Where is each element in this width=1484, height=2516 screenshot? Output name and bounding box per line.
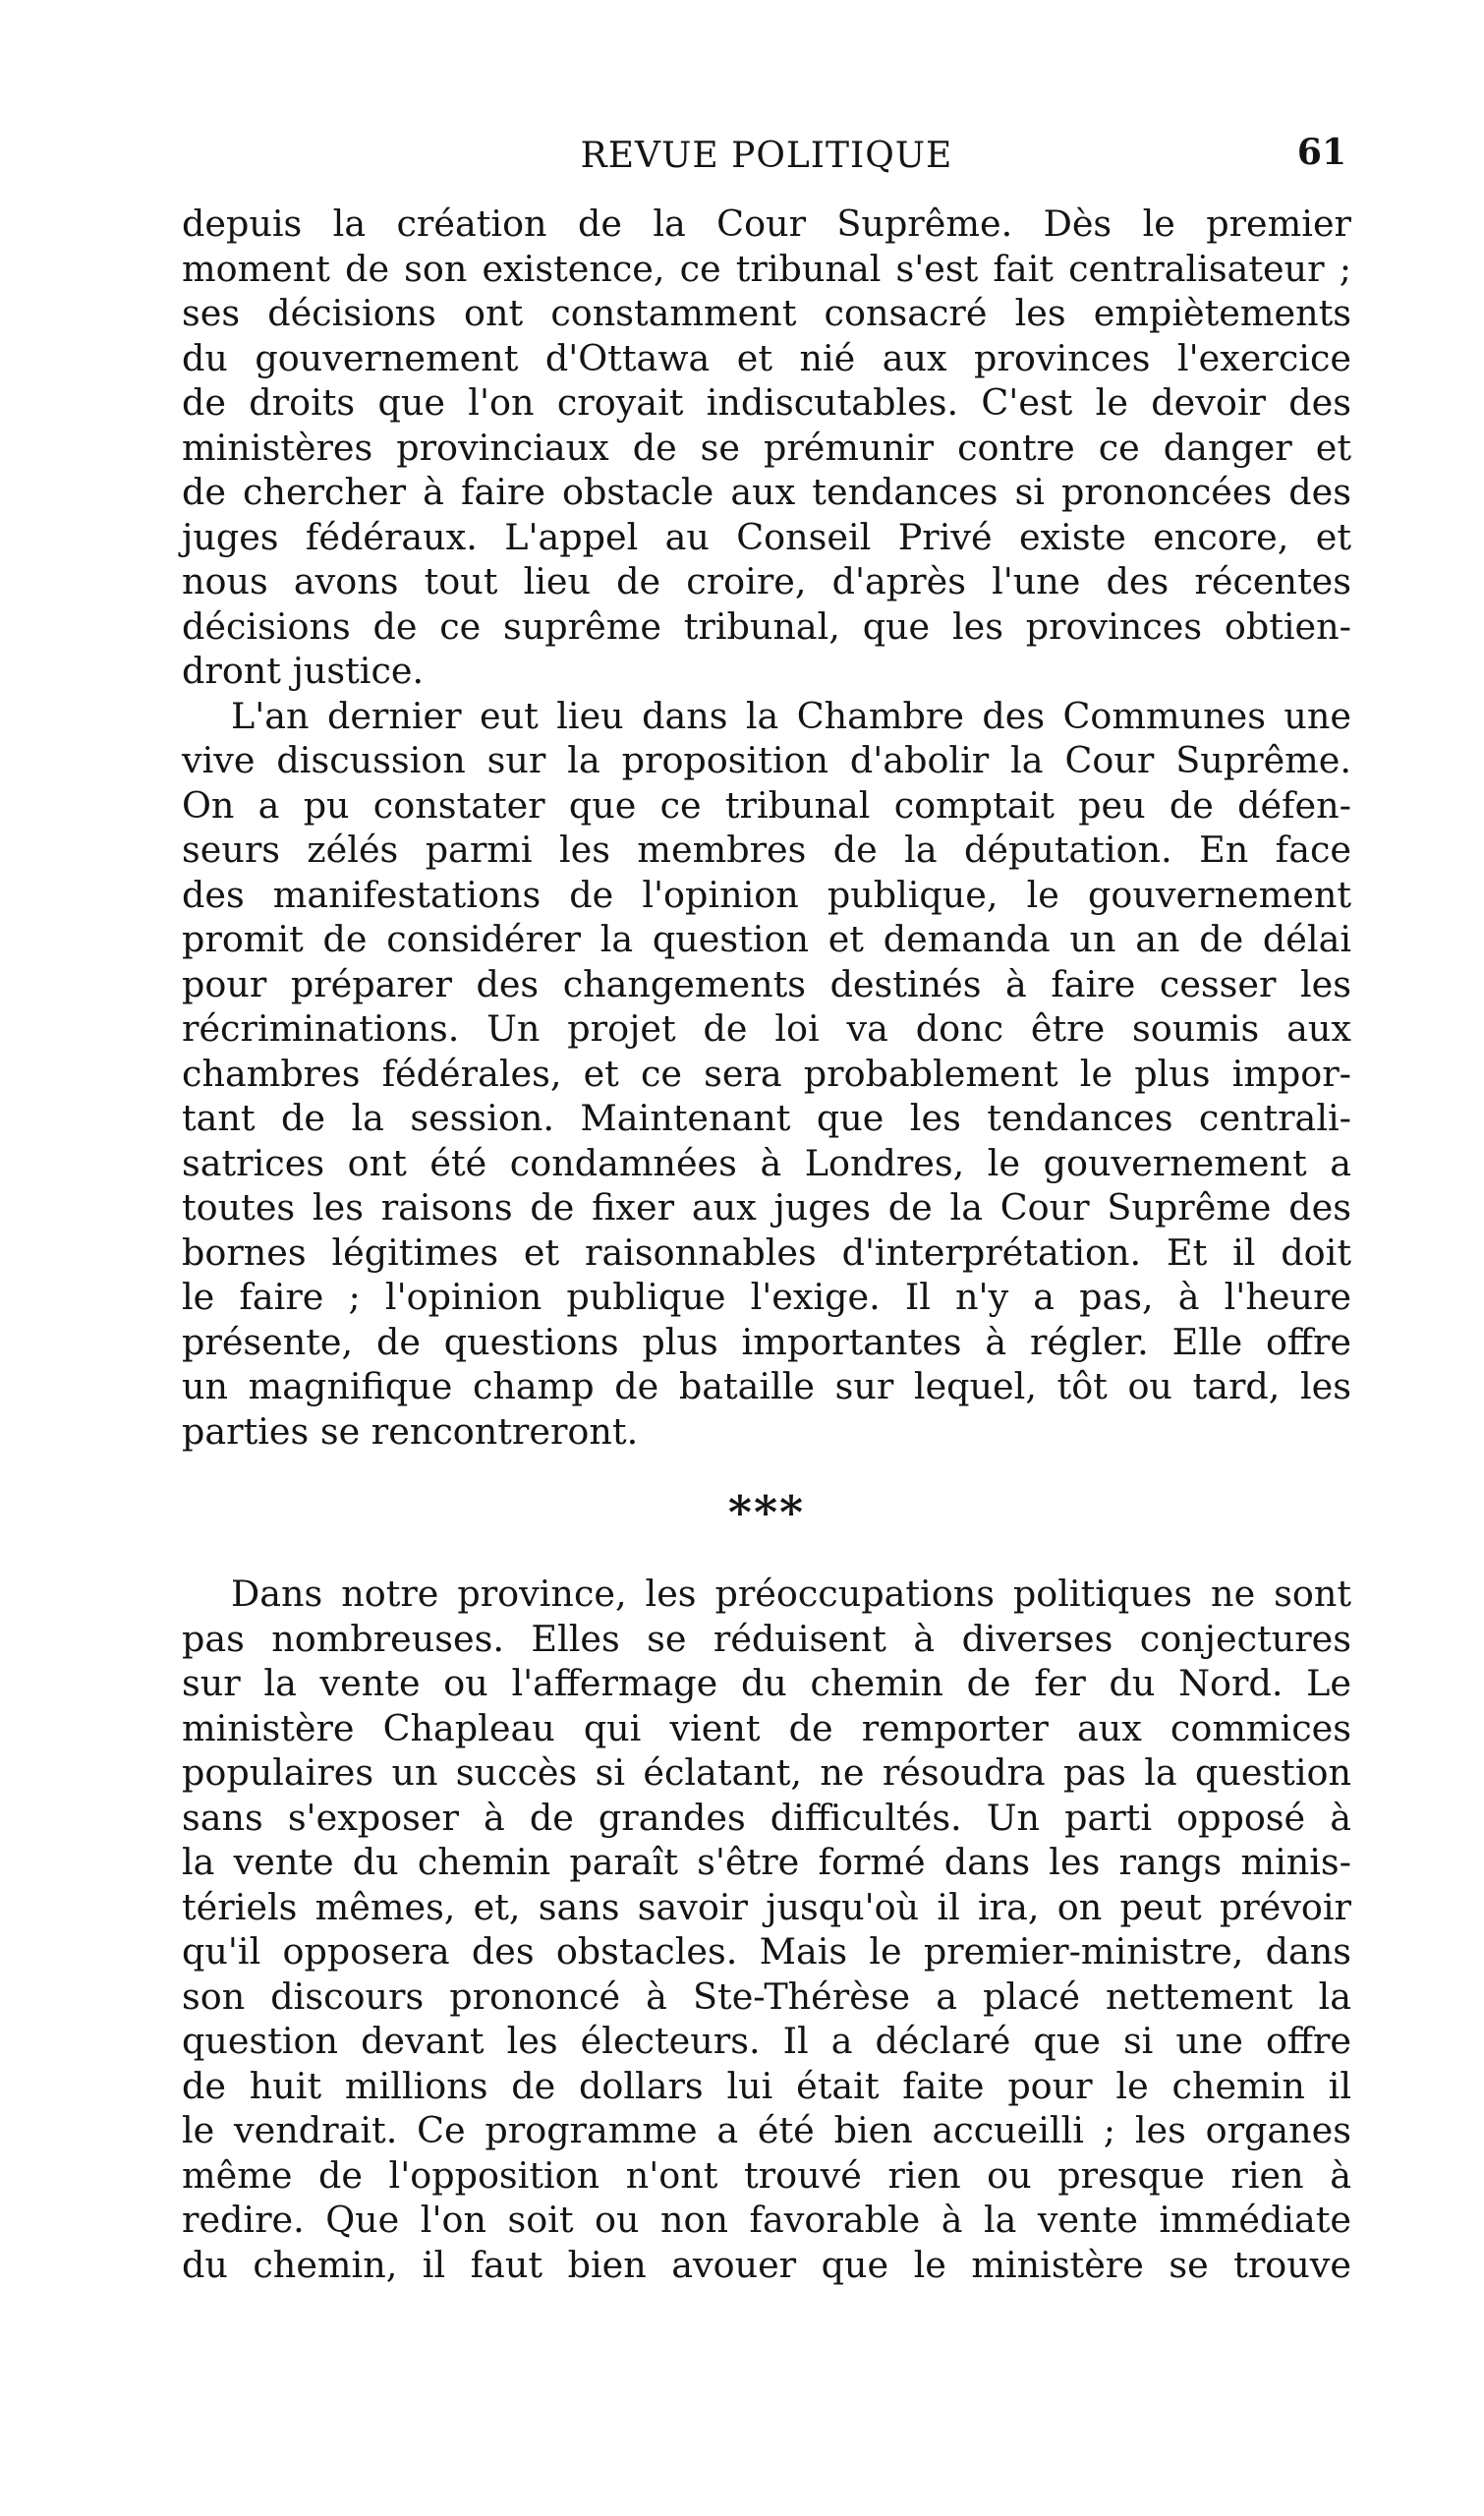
text-line: le faire ; l'opinion publique l'exige. Il n'y a pas, à l'heure xyxy=(182,1276,1351,1318)
text-line: L'an dernier eut lieu dans la Chambre des Communes une xyxy=(231,694,1351,737)
text-line: de chercher à faire obstacle aux tendances si prononcées des xyxy=(182,471,1351,513)
text-line: présente, de questions plus importantes à régler. Elle offre xyxy=(182,1320,1351,1363)
text-line: un magnifique champ de bataille sur lequel, tôt ou tard, les xyxy=(182,1365,1351,1407)
text-line: populaires un succès si éclatant, ne résoudra pas la question xyxy=(182,1751,1351,1794)
paragraph-1 xyxy=(182,201,1351,694)
text-line: parties se rencontreront. xyxy=(182,1409,639,1453)
text-line: des manifestations de l'opinion publique, le gouvernement xyxy=(182,873,1351,916)
text-line: même de l'opposition n'ont trouvé rien ou presque rien à xyxy=(182,2153,1351,2197)
text-line: tériels mêmes, et, sans savoir jusqu'où il ira, on peut prévoir xyxy=(182,1885,1351,1928)
paragraph-3 xyxy=(182,1572,1351,2287)
text-line: le vendrait. Ce programme a été bien accueilli ; les organes xyxy=(182,2109,1351,2151)
body-text xyxy=(182,201,1351,2287)
running-title: REVUE POLITIQUE xyxy=(580,136,953,176)
text-line: Dans notre province, les préoccupations politiques ne sont xyxy=(231,1572,1351,1615)
text-line: pour préparer des changements destinés à faire cesser les xyxy=(182,962,1351,1005)
text-line: question devant les électeurs. Il a déclaré que si une offre xyxy=(182,2020,1351,2062)
section-separator: *** xyxy=(727,1486,806,1539)
text-line: tant de la session. Maintenant que les tendances centrali- xyxy=(182,1097,1351,1139)
text-line: toutes les raisons de fixer aux juges de la Cour Suprême des xyxy=(182,1186,1351,1229)
text-line: dront justice. xyxy=(182,650,425,692)
text-line: sans s'exposer à de grandes difficultés. Un parti opposé à xyxy=(182,1796,1351,1839)
paragraph-2 xyxy=(182,694,1351,1455)
text-line: promit de considérer la question et demanda un an de délai xyxy=(182,918,1351,960)
text-line: satrices ont été condamnées à Londres, le gouvernement a xyxy=(182,1141,1351,1184)
text-line: juges fédéraux. L'appel au Conseil Privé existe encore, et xyxy=(182,515,1351,558)
text-line: On a pu constater que ce tribunal comptait peu de défen- xyxy=(182,783,1351,827)
text-line: ses décisions ont constamment consacré les empiètements xyxy=(182,292,1351,334)
text-line: récriminations. Un projet de loi va donc être soumis aux xyxy=(182,1007,1351,1050)
text-line: de droits que l'on croyait indiscutables. C'est le devoir des xyxy=(182,381,1351,424)
text-line: moment de son existence, ce tribunal s'est fait centralisateur ; xyxy=(182,247,1351,290)
text-line: son discours prononcé à Ste-Thérèse a placé nettement la xyxy=(182,1974,1351,2018)
text-line: du gouvernement d'Ottawa et nié aux provinces l'exercice xyxy=(182,336,1351,379)
text-line: ministère Chapleau qui vient de remporter aux commices xyxy=(182,1706,1351,1749)
text-line: pas nombreuses. Elles se réduisent à diverses conjectures xyxy=(182,1617,1351,1660)
text-line: sur la vente ou l'affermage du chemin de fer du Nord. Le xyxy=(182,1662,1351,1704)
text-line: depuis la création de la Cour Suprême. Dès le premier xyxy=(182,202,1351,245)
text-line: vive discussion sur la proposition d'abolir la Cour Suprême. xyxy=(182,739,1351,781)
text-line: du chemin, il faut bien avouer que le ministère se trouve xyxy=(182,2243,1351,2286)
text-line: redire. Que l'on soit ou non favorable à la vente immédiate xyxy=(182,2199,1351,2241)
text-line: la vente du chemin paraît s'être formé dans les rangs minis- xyxy=(182,1841,1351,1883)
page-header xyxy=(187,128,1346,187)
text-line: ministères provinciaux de se prémunir contre ce danger et xyxy=(182,426,1351,469)
text-line: décisions de ce suprême tribunal, que les provinces obtien- xyxy=(182,604,1351,648)
text-line: de huit millions de dollars lui était faite pour le chemin il xyxy=(182,2064,1351,2107)
text-line: qu'il opposera des obstacles. Mais le premier-ministre, dans xyxy=(182,1930,1351,1973)
text-line: nous avons tout lieu de croire, d'après l'une des récentes xyxy=(182,560,1351,602)
page-number: 61 xyxy=(1296,132,1346,173)
text-line: seurs zélés parmi les membres de la députation. En face xyxy=(182,829,1351,871)
text-line: chambres fédérales, et ce sera probablement le plus impor- xyxy=(182,1052,1351,1095)
text-line: bornes légitimes et raisonnables d'interprétation. Et il doit xyxy=(182,1230,1351,1274)
